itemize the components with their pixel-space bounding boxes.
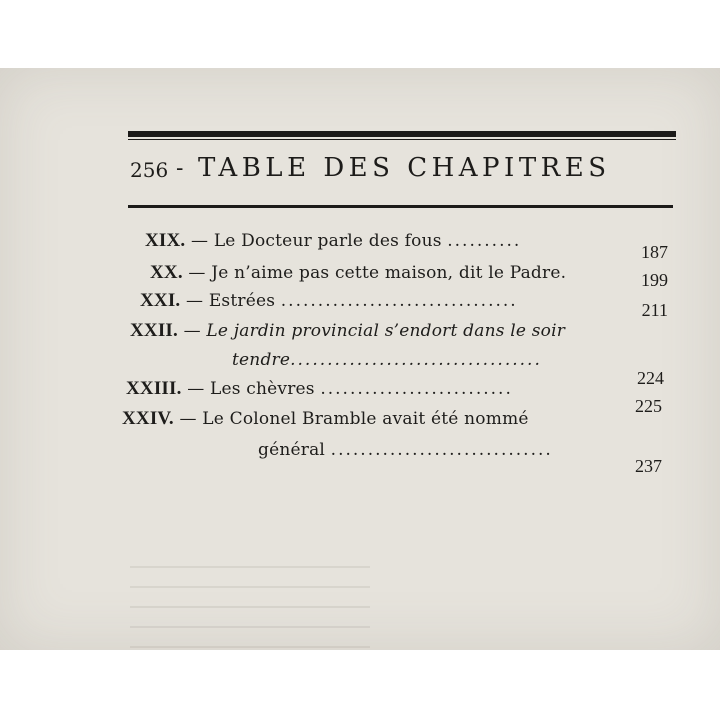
- toc-entry-continuation: [258, 440, 553, 460]
- top-rule: [128, 131, 676, 137]
- chapter-title: Le Colonel Bramble avait été nommé: [202, 409, 529, 429]
- toc-entry: [150, 262, 566, 284]
- chapter-title: Le Docteur parle des fous: [213, 231, 442, 251]
- top-rule-thin: [128, 139, 676, 140]
- leader-dots: ..........: [447, 231, 522, 251]
- entry-separator: —: [183, 321, 201, 341]
- chapter-numeral: XXI.: [140, 290, 181, 311]
- toc-entry-continuation: [232, 350, 542, 370]
- chapter-numeral: XXIII.: [126, 378, 182, 399]
- header-separator: -: [176, 156, 184, 181]
- page-reference: 237: [635, 456, 662, 476]
- embossed-show-through: [130, 548, 430, 678]
- chapter-numeral: XXIV.: [122, 408, 174, 429]
- chapter-numeral: XX.: [150, 262, 183, 283]
- page-reference: 199: [641, 270, 668, 290]
- chapter-title: Les chèvres: [210, 379, 315, 399]
- chapter-title-continued: tendre: [232, 350, 291, 370]
- leader-dots: ................................: [280, 291, 518, 311]
- leader-dots: ..........................: [320, 379, 513, 399]
- leader-dots: ..............................: [330, 440, 553, 460]
- toc-entry: [145, 230, 521, 252]
- page-number: 256: [130, 158, 169, 182]
- chapter-title-continued: général: [258, 440, 326, 460]
- entry-separator: —: [187, 379, 205, 399]
- entry-separator: —: [186, 291, 204, 311]
- leader-dots: ..................................: [290, 350, 542, 370]
- chapter-title: Le jardin provincial s’endort dans le soir: [206, 321, 566, 341]
- toc-entry: [122, 408, 529, 430]
- header-rule: [128, 205, 673, 208]
- toc-entry: [130, 320, 565, 342]
- toc-entry: [140, 290, 518, 312]
- chapter-numeral: XXII.: [130, 320, 178, 341]
- chapter-title: Estrées: [208, 291, 276, 311]
- page-reference: 225: [635, 396, 662, 416]
- page-reference: 211: [641, 300, 668, 320]
- entry-separator: —: [179, 409, 197, 429]
- page-reference: 224: [637, 368, 664, 388]
- chapter-numeral: XIX.: [145, 230, 186, 251]
- toc-entry: [126, 378, 513, 400]
- page-reference: 187: [641, 242, 668, 262]
- chapter-title: Je n’aime pas cette maison, dit le Padre.: [211, 263, 567, 283]
- page-title: TABLE DES CHAPITRES: [198, 153, 611, 183]
- entry-separator: —: [188, 263, 206, 283]
- entry-separator: —: [191, 231, 209, 251]
